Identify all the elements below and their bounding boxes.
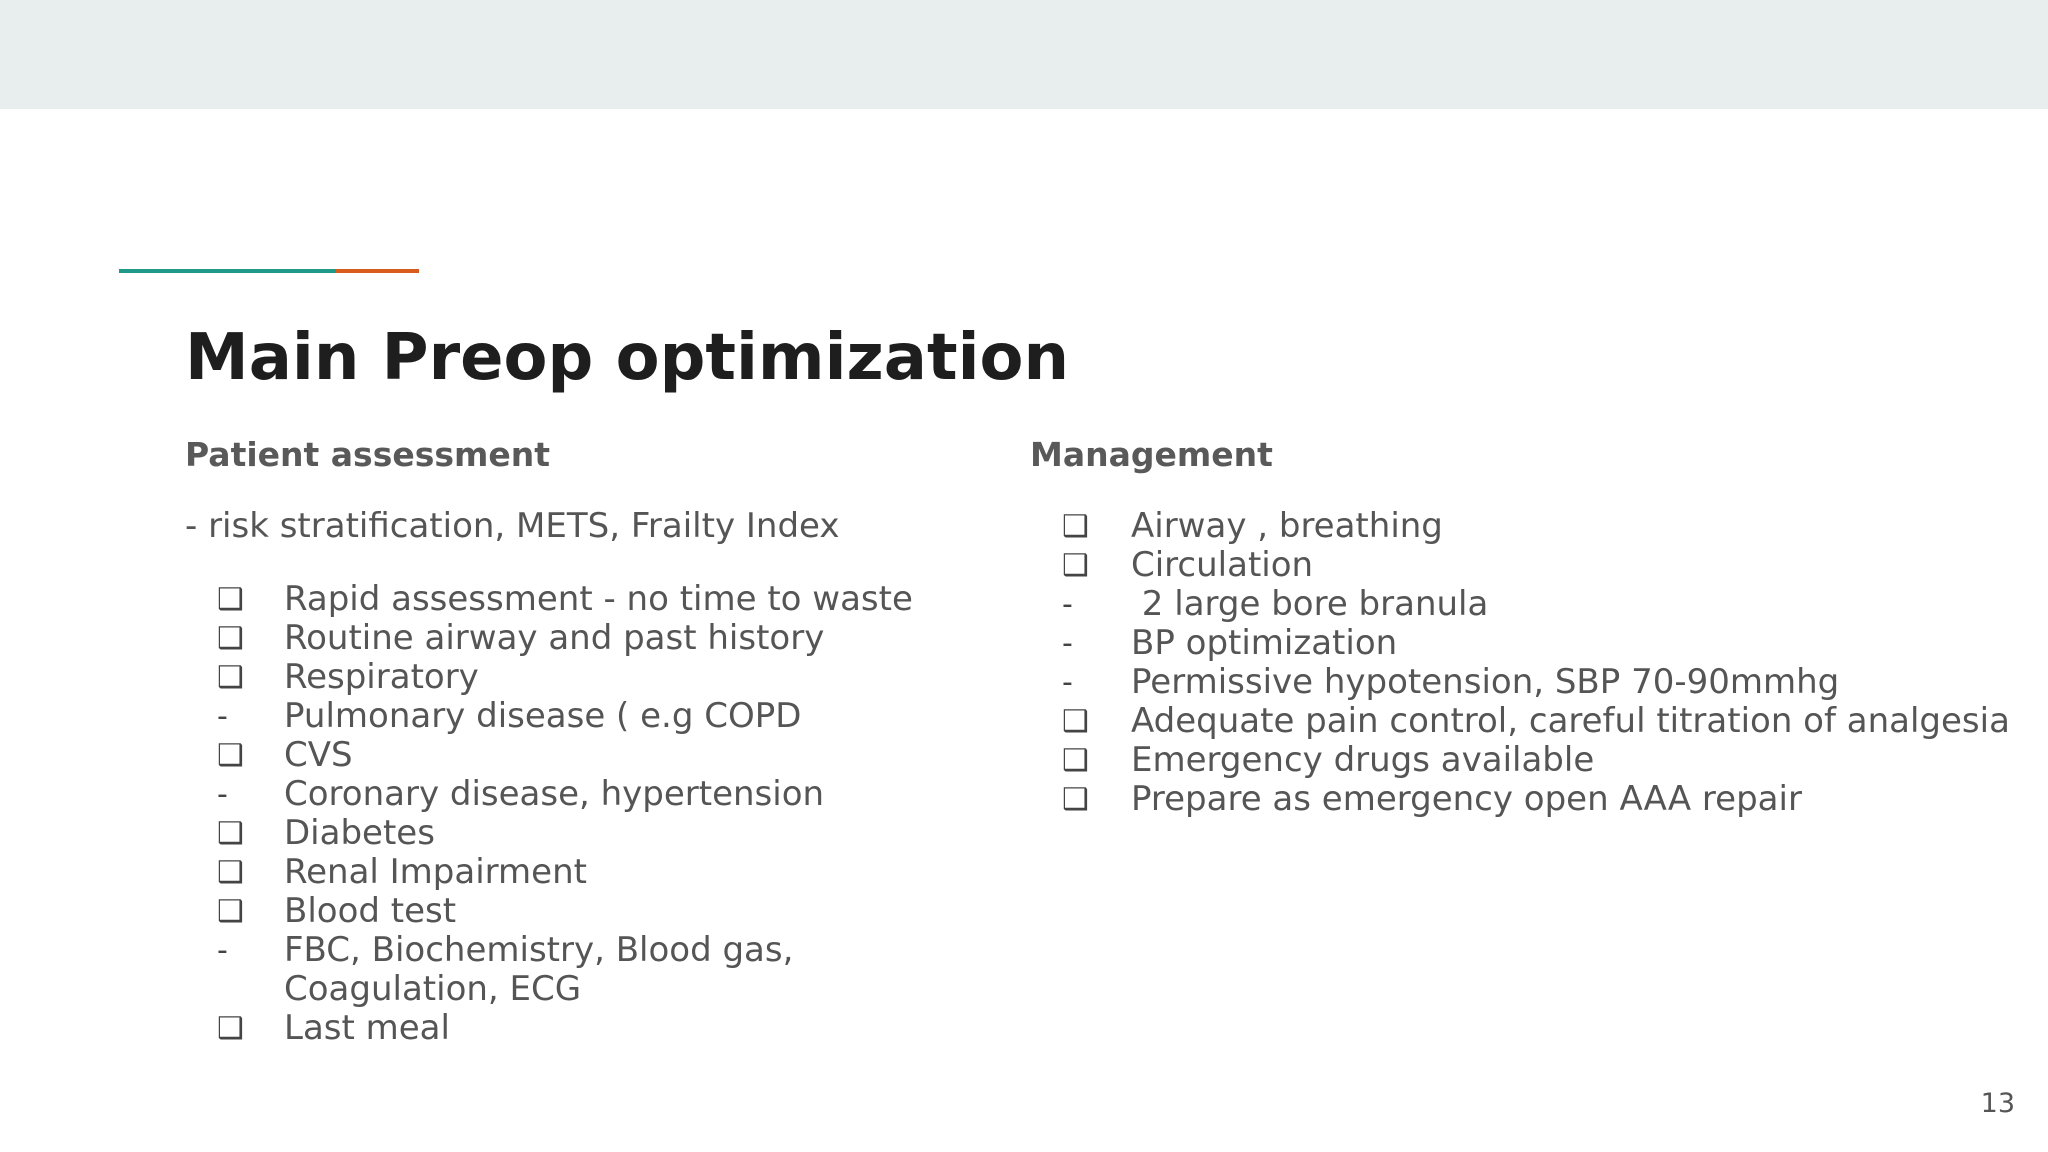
checkbox-bullet-icon: ❑ — [217, 816, 244, 851]
list-item — [185, 853, 1005, 892]
list-item — [185, 931, 1005, 1009]
management-heading: Management — [1030, 435, 1273, 474]
list-item-text: 2 large bore branula — [1131, 584, 1489, 624]
dash-bullet: - — [217, 777, 228, 812]
list-item-text: Blood test — [284, 891, 457, 931]
list-item — [185, 775, 1005, 814]
list-item-text: Rapid assessment - no time to waste — [284, 579, 913, 619]
list-item — [185, 736, 1005, 775]
list-item — [1030, 624, 2030, 663]
list-item-text: Circulation — [1131, 545, 1314, 585]
list-item — [185, 814, 1005, 853]
slide-title: Main Preop optimization — [185, 321, 1070, 395]
list-item — [1030, 546, 2030, 585]
list-item — [1030, 741, 2030, 780]
list-item — [1030, 663, 2030, 702]
patient-assessment-heading: Patient assessment — [185, 435, 551, 474]
accent-line-orange — [336, 269, 419, 273]
list-item — [1030, 702, 2030, 741]
dash-bullet: - — [1062, 587, 1073, 622]
list-item-text: Pulmonary disease ( e.g COPD — [284, 696, 802, 736]
accent-line-teal — [119, 269, 336, 273]
patient-assessment-column — [185, 434, 1005, 1048]
checkbox-bullet-icon: ❑ — [1062, 782, 1089, 817]
checkbox-bullet-icon: ❑ — [1062, 704, 1089, 739]
list-item — [185, 580, 1005, 619]
page-number: 13 — [1980, 1088, 2015, 1119]
management-list — [1030, 507, 2030, 819]
list-item-text: Airway , breathing — [1131, 506, 1443, 546]
list-item — [185, 1009, 1005, 1048]
checkbox-bullet-icon: ❑ — [1062, 548, 1089, 583]
list-item-text: Respiratory — [284, 657, 479, 697]
list-item-text: Prepare as emergency open AAA repair — [1131, 779, 1802, 819]
list-item-text: Coronary disease, hypertension — [284, 774, 825, 814]
patient-assessment-list — [185, 580, 1005, 1048]
checkbox-bullet-icon: ❑ — [217, 582, 244, 617]
list-item-text: Diabetes — [284, 813, 435, 853]
list-item — [185, 619, 1005, 658]
list-item — [185, 658, 1005, 697]
dash-bullet: - — [217, 699, 228, 734]
list-item-text: CVS — [284, 735, 353, 775]
checkbox-bullet-icon: ❑ — [217, 1011, 244, 1046]
checkbox-bullet-icon: ❑ — [1062, 509, 1089, 544]
checkbox-bullet-icon: ❑ — [217, 855, 244, 890]
dash-bullet: - — [1062, 626, 1073, 661]
header-band — [0, 0, 2048, 109]
checkbox-bullet-icon: ❑ — [217, 894, 244, 929]
list-item — [1030, 780, 2030, 819]
list-item-text: Permissive hypotension, SBP 70-90mmhg — [1131, 662, 1840, 702]
list-item — [185, 892, 1005, 931]
checkbox-bullet-icon: ❑ — [217, 738, 244, 773]
list-item-text: FBC, Biochemistry, Blood gas, Coagulation, ECG — [284, 930, 794, 1009]
title-accent-line — [119, 269, 419, 273]
list-item-text: Emergency drugs available — [1131, 740, 1595, 780]
list-item-text: BP optimization — [1131, 623, 1398, 663]
checkbox-bullet-icon: ❑ — [217, 621, 244, 656]
list-item-text: Renal Impairment — [284, 852, 587, 892]
list-item-text: Routine airway and past history — [284, 618, 825, 658]
list-item-text: Adequate pain control, careful titration of analgesia — [1131, 701, 2010, 741]
checkbox-bullet-icon: ❑ — [1062, 743, 1089, 778]
checkbox-bullet-icon: ❑ — [217, 660, 244, 695]
list-item — [185, 697, 1005, 736]
list-item-text: Last meal — [284, 1008, 450, 1048]
list-item — [1030, 507, 2030, 546]
management-column — [1030, 434, 2030, 819]
dash-bullet: - — [1062, 665, 1073, 700]
dash-bullet: - — [217, 933, 228, 968]
list-item — [1030, 585, 2030, 624]
risk-stratification-line: - risk stratification, METS, Frailty Index — [185, 506, 840, 546]
